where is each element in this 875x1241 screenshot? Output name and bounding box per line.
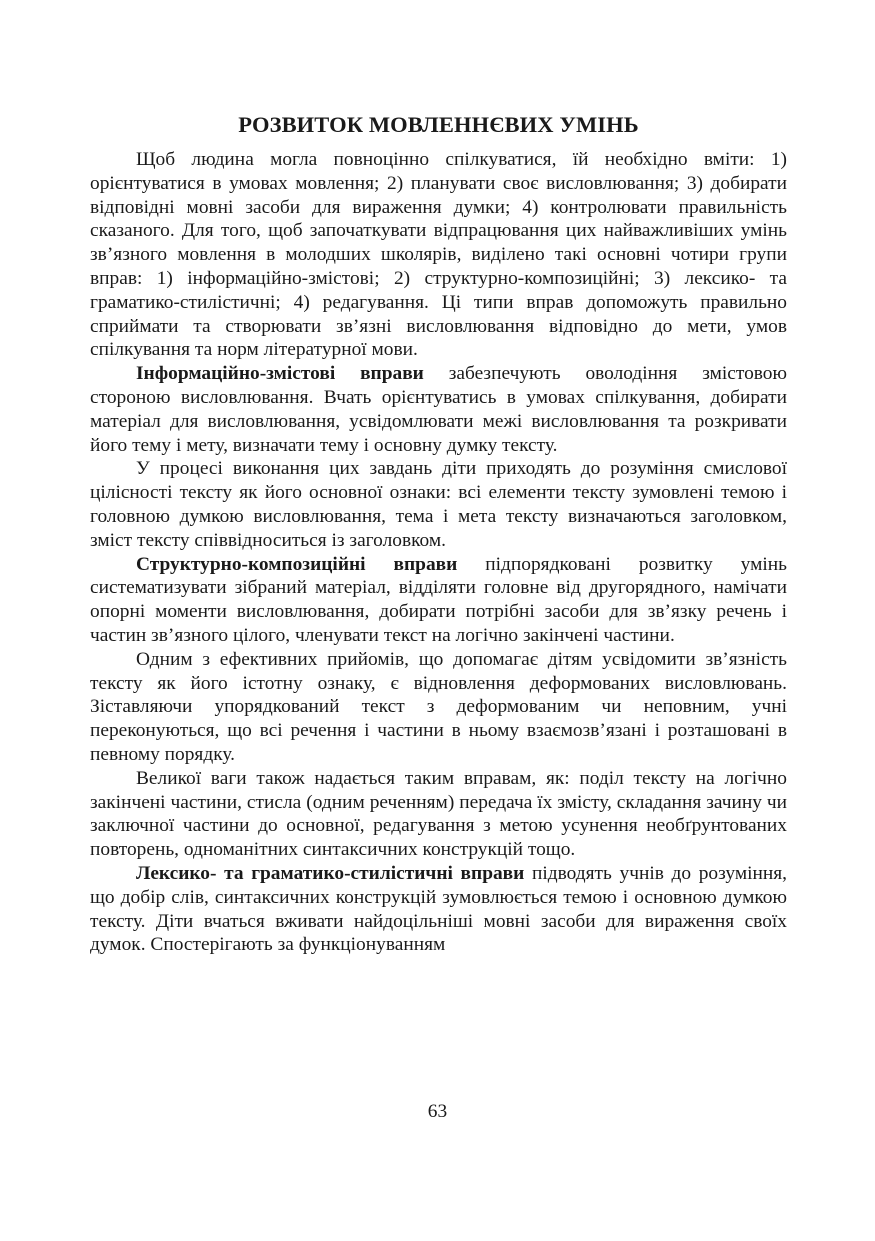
paragraph-text: підводять учнів до розуміння, що добір слів, синтаксичних конструкцій зумовлюється темою і основною думкою тексту. Діти вчаться вживати найдоцільніші мовні засоби для вираження своїх думок. Спостерігають за функціонуванням (90, 862, 787, 956)
paragraph-lexical-exercises (90, 862, 787, 957)
paragraph-text: Великої ваги також надається таким вправам, як: поділ тексту на логічно закінчені частини, стисла (одним реченням) передача їх змісту, складання зачину чи заключної частини до основної, редагування з метою усунення необґрунтованих повторень, одноманітних синтаксичних конструкцій тощо. (90, 767, 787, 861)
page-body (90, 110, 787, 957)
paragraph-intro (90, 148, 787, 362)
term-heading: Лексико- та граматико-стилістичні вправи (136, 862, 525, 884)
page-title: РОЗВИТОК МОВЛЕННЄВИХ УМІНЬ (238, 112, 639, 137)
paragraph-text: забезпечують оволодіння змістовою стороною висловлювання. Вчать орієнтуватись в умовах спілкування, добирати матеріал для висловлювання, усвідомлювати межі висловлювання та розкривати його тему і мету, визначати тему і основну думку тексту. (90, 363, 787, 456)
paragraph-text: У процесі виконання цих завдань діти приходять до розуміння смислової цілісності тексту як його основної ознаки: всі елементи тексту зумовлені темою і головною думкою висловлювання, тема і мета тексту визначаються заголовком, зміст тексту співвідноситься із заголовком. (90, 458, 787, 551)
paragraph-text: підпорядковані розвитку умінь систематизувати зібраний матеріал, відділяти головне від другорядного, намічати опорні моменти висловлювання, добирати потрібні засоби для зв’язку речень і частин зв’язного цілого, членувати текст на логічно закінчені частини. (90, 553, 788, 646)
paragraph-deformed-texts (90, 648, 787, 767)
paragraph-text-integrity (90, 457, 787, 552)
paragraph-text: Одним з ефективних прийомів, що допомагає дітям усвідомити зв’язність тексту як його істотну ознаку, є відновлення деформованих висловлювань. Зіставляючи упорядкований текст з деформованим чи неповним, учні переконуються, що всі речення і частини в ньому взаємозв’язані і розташовані в певному порядку. (90, 648, 787, 765)
page-number: 63 (427, 1101, 448, 1122)
paragraph-text: Щоб людина могла повноцінно спілкуватися, їй необхідно вміти: 1) орієнтуватися в умовах мовлення; 2) планувати своє висловлювання; 3) добирати відповідні мовні засоби для вираження думки; 4) контролювати правильність сказаного. Для того, щоб започаткувати відпрацювання цих найважливіших умінь зв’язного мовлення в молодших школярів, виділено такі основні чотири групи вправ: 1) інформаційно-змістові; 2) структурно-композиційні; 3) лексико- та граматико-стилістичні; 4) редагування. Ці типи вправ допоможуть правильно сприймати та створювати зв’язні висловлювання відповідно до мети, умов спілкування та норм літературної мови. (90, 149, 787, 361)
term-heading: Інформаційно-змістові вправи (136, 363, 424, 385)
term-heading: Структурно-композиційні вправи (136, 553, 458, 575)
paragraph-structural-exercises (90, 553, 787, 648)
paragraph-exercise-types (90, 767, 787, 862)
paragraph-informational-exercises (90, 362, 787, 457)
